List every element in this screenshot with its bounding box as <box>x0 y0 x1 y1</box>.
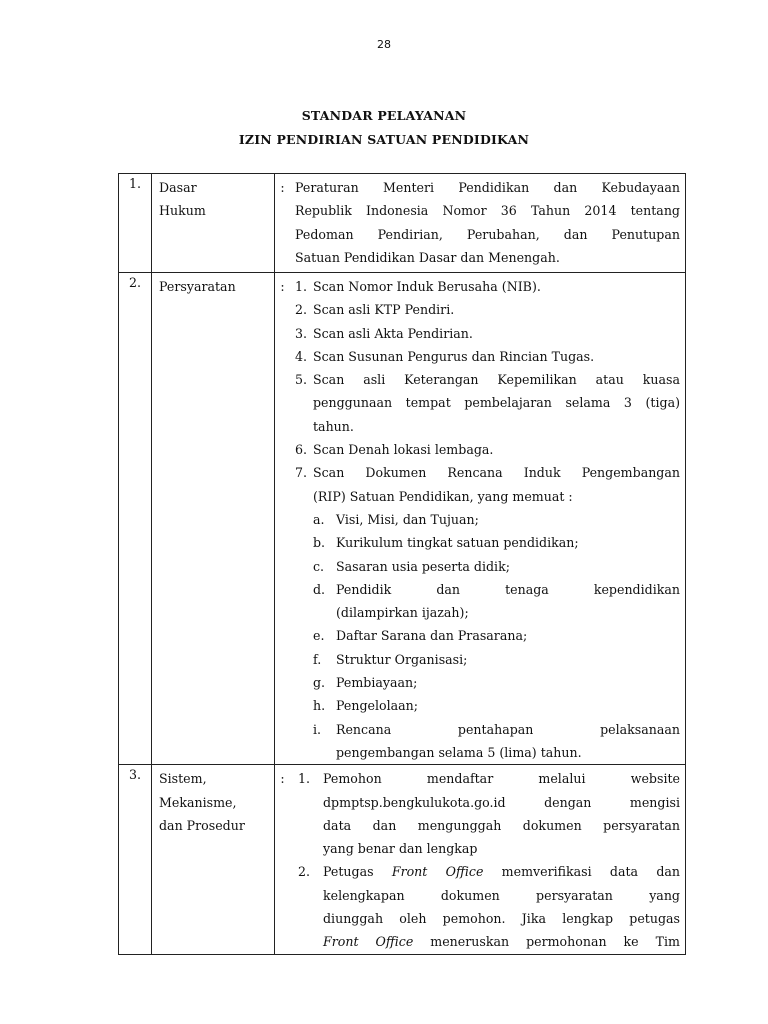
sub-list-item <box>295 578 680 625</box>
sub-list-item <box>295 624 680 647</box>
label-line: Dasar <box>159 180 197 195</box>
document-subtitle: IZIN PENDIRIAN SATUAN PENDIDIKAN <box>238 132 530 147</box>
text-line: (dilampirkan ijazah); <box>336 605 469 621</box>
list-number: 6. <box>295 442 308 458</box>
list-item <box>295 368 680 438</box>
text-line: dpmptsp.bengkulukota.go.id dengan mengisi <box>323 794 680 810</box>
text-line: diunggah oleh pemohon. Jika lengkap petugas <box>323 911 680 927</box>
text-line: Scan asli Keterangan Kepemilikan atau kuasa <box>313 372 680 388</box>
text-line: (RIP) Satuan Pendidikan, yang memuat : <box>313 488 573 504</box>
text-line: Scan asli Akta Pendirian. <box>313 325 473 341</box>
list-number: 4. <box>295 348 308 364</box>
list-item <box>295 767 680 860</box>
list-item <box>295 275 680 298</box>
service-standard-table <box>118 173 686 955</box>
sub-list-letter: g. <box>313 675 326 691</box>
text-line: Scan Denah lokasi lembaga. <box>313 442 494 458</box>
text-line <box>323 860 680 883</box>
text-line: Sasaran usia peserta didik; <box>336 558 510 574</box>
text-line: Pengelolaan; <box>336 698 418 714</box>
colon-separator: : <box>275 273 291 765</box>
list-item <box>295 322 680 345</box>
text-line: penggunaan tempat pembelajaran selama 3 (tiga) <box>313 395 680 411</box>
text-line: Scan Dokumen Rencana Induk Pengembangan <box>313 465 680 481</box>
text-line: Kurikulum tingkat satuan pendidikan; <box>336 535 579 551</box>
text-line: Rencana pentahapan pelaksanaan <box>336 721 680 737</box>
table-row <box>119 765 686 954</box>
sub-list-item <box>295 555 680 578</box>
row-label <box>152 174 275 273</box>
text-line: kelengkapan dokumen persyaratan yang <box>323 887 680 903</box>
text-run: meneruskan permohonan ke Tim <box>413 934 680 950</box>
row-content <box>290 765 686 954</box>
list-number: 5. <box>295 372 308 388</box>
sub-list-item <box>295 508 680 531</box>
page-number: 28 <box>377 38 391 51</box>
sub-list-letter: i. <box>313 721 322 737</box>
list-number: 2. <box>298 864 311 880</box>
text-line: Scan Nomor Induk Berusaha (NIB). <box>313 279 541 294</box>
sub-list-letter: h. <box>313 698 326 714</box>
list-number: 2. <box>295 302 308 318</box>
list-item <box>295 860 680 953</box>
sub-list-item <box>295 718 680 765</box>
text-run: Petugas <box>323 864 392 880</box>
text-line: pengembangan selama 5 (lima) tahun. <box>336 744 582 760</box>
text-line: tahun. <box>313 418 354 434</box>
sub-list-letter: a. <box>313 511 325 527</box>
sub-list-item <box>295 671 680 694</box>
row-label <box>152 273 275 765</box>
text-line: Pembiayaan; <box>336 675 418 691</box>
row-content <box>290 273 686 765</box>
text-run: memverifikasi data dan <box>483 864 681 880</box>
text-line: Visi, Misi, dan Tujuan; <box>336 511 479 527</box>
text-line: Pemohon mendaftar melalui website <box>323 771 680 787</box>
list-item <box>295 345 680 368</box>
sub-list-letter: c. <box>313 558 325 574</box>
colon-separator: : <box>275 765 291 954</box>
list-item <box>295 461 680 508</box>
list-number: 1. <box>295 279 308 294</box>
sub-list-item <box>295 694 680 717</box>
row-number: 3. <box>119 765 152 954</box>
document-title: STANDAR PELAYANAN <box>301 108 467 123</box>
row-label <box>152 765 275 954</box>
row-content <box>290 174 686 273</box>
text-line: data dan mengunggah dokumen persyaratan <box>323 817 680 833</box>
text-line <box>323 930 680 953</box>
list-item <box>295 438 680 461</box>
sub-list-letter: f. <box>313 651 322 667</box>
text-line: Republik Indonesia Nomor 36 Tahun 2014 tentang <box>295 203 680 219</box>
text-line: Peraturan Menteri Pendidikan dan Kebudayaan <box>295 180 680 195</box>
text-line: Satuan Pendidikan Dasar dan Menengah. <box>295 249 560 265</box>
text-line: yang benar dan lengkap <box>323 841 478 857</box>
label-line: Hukum <box>159 203 206 219</box>
sub-list-item <box>295 648 680 671</box>
text-line: Pedoman Pendirian, Perubahan, dan Penutupan <box>295 226 680 242</box>
label-line: dan Prosedur <box>159 817 245 833</box>
colon-separator: : <box>275 174 291 273</box>
sub-list-letter: d. <box>313 581 326 597</box>
table-row <box>119 174 686 273</box>
table-row <box>119 273 686 765</box>
sub-list-item <box>295 531 680 554</box>
text-line: Scan Susunan Pengurus dan Rincian Tugas. <box>313 348 595 364</box>
row-number: 2. <box>119 273 152 765</box>
list-number: 1. <box>298 771 311 787</box>
sub-list-letter: e. <box>313 628 325 644</box>
text-line: Struktur Organisasi; <box>336 651 468 667</box>
label-line: Mekanisme, <box>159 794 237 810</box>
list-item <box>295 298 680 321</box>
italic-term: Front Office <box>323 934 414 950</box>
text-line: Daftar Sarana dan Prasarana; <box>336 628 528 644</box>
label-line: Persyaratan <box>159 279 236 294</box>
row-number: 1. <box>119 174 152 273</box>
sub-list-letter: b. <box>313 535 326 551</box>
list-number: 7. <box>295 465 308 481</box>
list-number: 3. <box>295 325 308 341</box>
text-line: Pendidik dan tenaga kependidikan <box>336 581 680 597</box>
label-line: Sistem, <box>159 771 207 787</box>
text-line: Scan asli KTP Pendiri. <box>313 302 455 318</box>
italic-term: Front Office <box>391 864 484 880</box>
